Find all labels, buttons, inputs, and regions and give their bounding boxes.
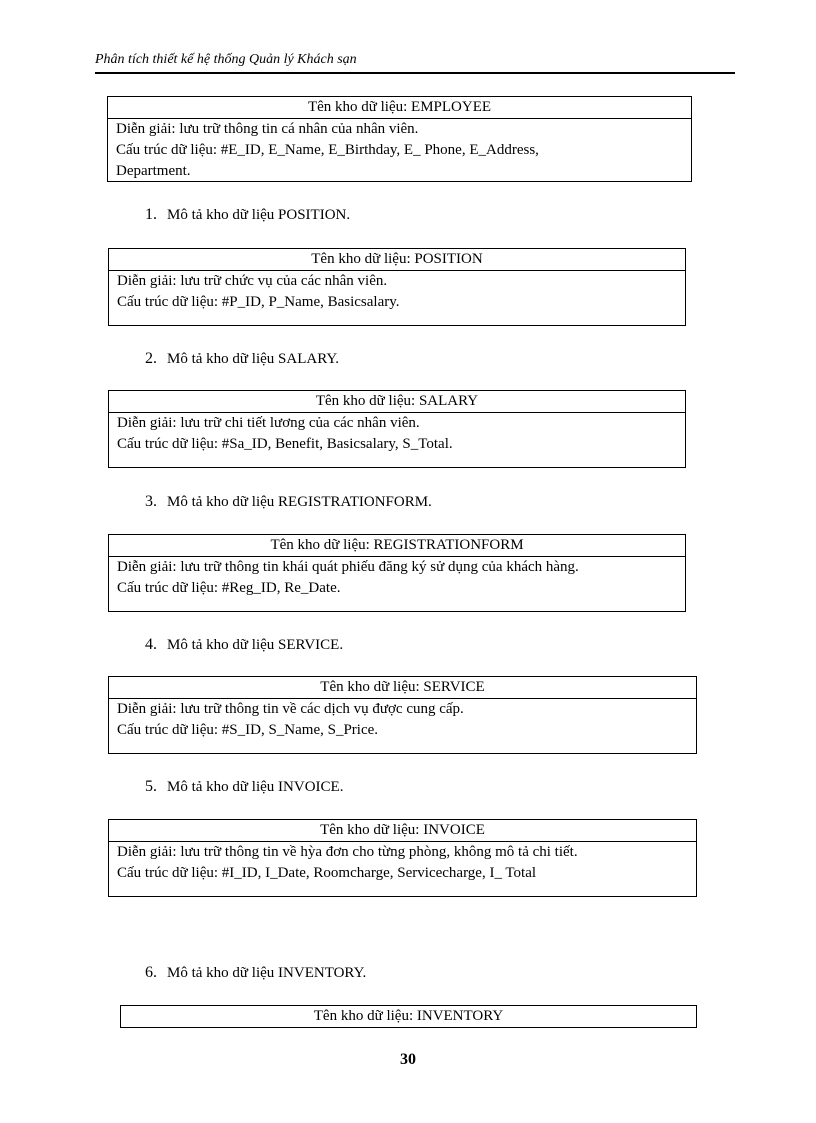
store-title: Tên kho dữ liệu: POSITION	[109, 249, 685, 271]
section-heading-invoice	[145, 778, 343, 796]
section-heading-registrationform	[145, 493, 432, 511]
store-title: Tên kho dữ liệu: SALARY	[109, 391, 685, 413]
section-heading-inventory	[145, 964, 366, 982]
store-description: Diễn giải: lưu trữ thông tin khái quát phiếu đăng ký sử dụng của khách hàng.	[117, 559, 579, 575]
store-box-service	[108, 676, 697, 754]
store-box-salary	[108, 390, 686, 468]
store-structure: Cấu trúc dữ liệu: #E_ID, E_Name, E_Birthday, E_ Phone, E_Address,	[116, 142, 539, 158]
section-title: Mô tả kho dữ liệu POSITION.	[167, 207, 351, 223]
store-title: Tên kho dữ liệu: INVENTORY	[313, 1008, 504, 1024]
section-number: 3.	[145, 493, 157, 510]
store-title: Tên kho dữ liệu: SERVICE	[109, 677, 696, 699]
store-description: Diễn giải: lưu trữ thông tin cá nhân của nhân viên.	[116, 121, 419, 137]
section-number: 1.	[145, 206, 157, 223]
page-header: Phân tích thiết kế hệ thống Quản lý Khách sạn	[95, 52, 357, 67]
section-number: 5.	[145, 778, 157, 795]
section-heading-position	[145, 206, 350, 224]
store-structure: Cấu trúc dữ liệu: #S_ID, S_Name, S_Price.	[117, 722, 379, 738]
store-structure-continued: Department.	[116, 163, 191, 179]
store-structure: Cấu trúc dữ liệu: #Reg_ID, Re_Date.	[117, 580, 341, 596]
section-title: Mô tả kho dữ liệu INVENTORY.	[167, 965, 367, 981]
store-description: Diễn giải: lưu trữ chi tiết lương của các nhân viên.	[117, 415, 420, 431]
section-number: 6.	[145, 964, 157, 981]
section-title: Mô tả kho dữ liệu REGISTRATIONFORM.	[167, 494, 432, 510]
section-number: 4.	[145, 636, 157, 653]
section-number: 2.	[145, 350, 157, 367]
store-description: Diễn giải: lưu trữ thông tin về hỳa đơn cho từng phòng, không mô tả chi tiết.	[117, 844, 578, 860]
header-divider	[95, 72, 735, 74]
section-title: Mô tả kho dữ liệu INVOICE.	[167, 779, 344, 795]
store-title: Tên kho dữ liệu: INVOICE	[109, 820, 696, 842]
store-title: Tên kho dữ liệu: REGISTRATIONFORM	[109, 535, 685, 557]
store-box-registrationform	[108, 534, 686, 612]
store-box-position	[108, 248, 686, 326]
store-box-employee	[107, 96, 692, 182]
store-description: Diễn giải: lưu trữ thông tin về các dịch vụ được cung cấp.	[117, 701, 464, 717]
page-number: 30	[400, 1051, 416, 1068]
store-structure: Cấu trúc dữ liệu: #P_ID, P_Name, Basicsalary.	[117, 294, 400, 310]
section-heading-service	[145, 636, 343, 654]
store-box-inventory	[120, 1005, 697, 1028]
store-box-invoice	[108, 819, 697, 897]
store-structure: Cấu trúc dữ liệu: #I_ID, I_Date, Roomcharge, Servicecharge, I_ Total	[117, 865, 537, 881]
section-title: Mô tả kho dữ liệu SERVICE.	[167, 637, 344, 653]
section-title: Mô tả kho dữ liệu SALARY.	[167, 351, 340, 367]
section-heading-salary	[145, 350, 339, 368]
store-description: Diễn giải: lưu trữ chức vụ của các nhân viên.	[117, 273, 388, 289]
store-title: Tên kho dữ liệu: EMPLOYEE	[108, 97, 691, 119]
store-structure: Cấu trúc dữ liệu: #Sa_ID, Benefit, Basicsalary, S_Total.	[117, 436, 453, 452]
